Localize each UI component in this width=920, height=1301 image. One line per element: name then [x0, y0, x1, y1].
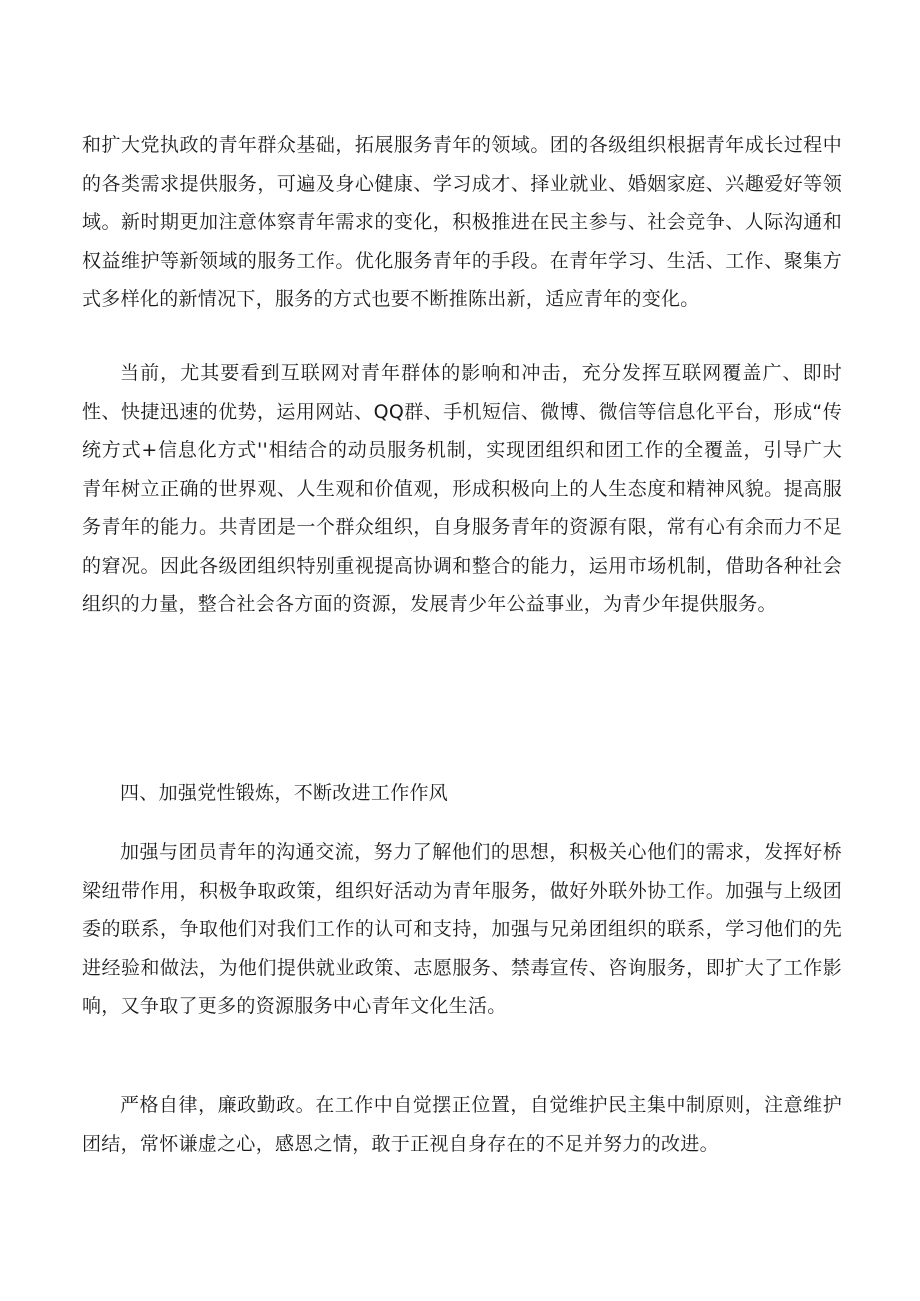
section-heading: 四、加强党性锻炼，不断改进工作作风	[120, 782, 449, 804]
paragraph-internet: 当前，尤其要看到互联网对青年群体的影响和冲击，充分发挥互联网覆盖广、即时性、快捷迅速的优势，运用网站、QQ群、手机短信、微博、微信等信息化平台，形成“传统方式+信息化方式''相结合的动员服务机制，实现团组织和团工作的全覆盖，引导广大青年树立正确的世界观、人生观和价值观，形成积极向上的人生态度和精神风貌。提高服务青年的能力。共青团是一个群众组织，自身服务青年的资源有限，常有心有余而力不足的窘况。因此各级团组织特别重视提高协调和整合的能力，运用市场机制，借助各种社会组织的力量，整合社会各方面的资源，发展青少年公益事业，为青少年提供服务。	[82, 362, 842, 615]
paragraph-youth-service: 和扩大党执政的青年群众基础，拓展服务青年的领域。团的各级组织根据青年成长过程中的各类需求提供服务，可遍及身心健康、学习成才、择业就业、婚姻家庭、兴趣爱好等领域。新时期更加注意体察青年需求的变化，积极推进在民主参与、社会竞争、人际沟通和权益维护等新领域的服务工作。优化服务青年的手段。在青年学习、生活、工作、聚集方式多样化的新情况下，服务的方式也要不断推陈出新，适应青年的变化。	[82, 134, 842, 310]
paragraph-self-discipline: 严格自律，廉政勤政。在工作中自觉摆正位置，自觉维护民主集中制原则，注意维护团结，常怀谦虚之心，感恩之情，敢于正视自身存在的不足并努力的改进。	[82, 1094, 842, 1155]
paragraph-communication: 加强与团员青年的沟通交流，努力了解他们的思想，积极关心他们的需求，发挥好桥梁纽带作用，积极争取政策，组织好活动为青年服务，做好外联外协工作。加强与上级团委的联系，争取他们对我们工作的认可和支持，加强与兄弟团组织的联系，学习他们的先进经验和做法，为他们提供就业政策、志愿服务、禁毒宣传、咨询服务，即扩大了工作影响，又争取了更多的资源服务中心青年文化生活。	[82, 841, 842, 1017]
